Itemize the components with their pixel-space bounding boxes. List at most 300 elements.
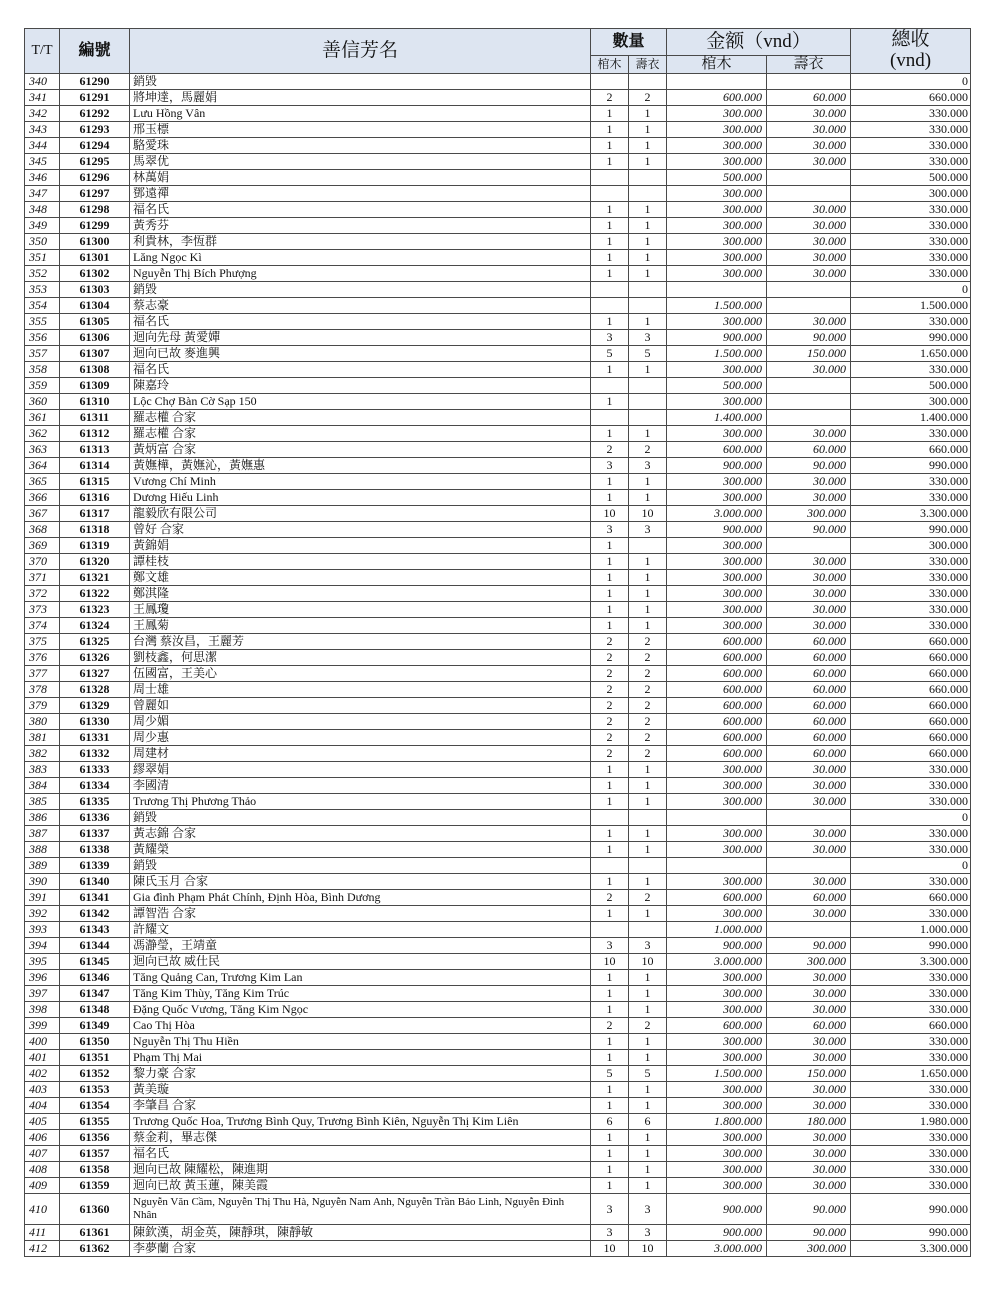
qty-coffin: 1 — [591, 602, 629, 618]
qty-shroud: 5 — [629, 1066, 667, 1082]
donation-code: 61344 — [60, 938, 130, 954]
row-number: 371 — [25, 570, 60, 586]
amount-shroud — [767, 410, 851, 426]
table-row — [25, 170, 971, 186]
row-number: 358 — [25, 362, 60, 378]
amount-coffin: 300.000 — [667, 762, 767, 778]
qty-coffin: 6 — [591, 1114, 629, 1130]
qty-coffin — [591, 858, 629, 874]
amount-coffin: 300.000 — [667, 986, 767, 1002]
donor-name: 李夢蘭 合家 — [130, 1241, 591, 1257]
amount-shroud: 60.000 — [767, 698, 851, 714]
donation-code: 61294 — [60, 138, 130, 154]
qty-shroud: 2 — [629, 746, 667, 762]
donation-table — [24, 28, 971, 1257]
total-amount: 660.000 — [851, 650, 971, 666]
total-amount: 330.000 — [851, 234, 971, 250]
amount-coffin — [667, 282, 767, 298]
table-row — [25, 298, 971, 314]
donation-code: 61328 — [60, 682, 130, 698]
qty-shroud: 2 — [629, 650, 667, 666]
donor-name: 迴向已故 麥進興 — [130, 346, 591, 362]
row-number: 375 — [25, 634, 60, 650]
amount-coffin: 1.000.000 — [667, 922, 767, 938]
total-amount: 330.000 — [851, 874, 971, 890]
row-number: 399 — [25, 1018, 60, 1034]
row-number: 348 — [25, 202, 60, 218]
total-amount: 330.000 — [851, 602, 971, 618]
qty-coffin: 1 — [591, 906, 629, 922]
donor-name: 馬翠优 — [130, 154, 591, 170]
qty-shroud — [629, 394, 667, 410]
table-row — [25, 1002, 971, 1018]
amount-shroud: 30.000 — [767, 554, 851, 570]
row-number: 395 — [25, 954, 60, 970]
table-row — [25, 394, 971, 410]
total-amount: 330.000 — [851, 986, 971, 1002]
qty-coffin: 10 — [591, 954, 629, 970]
amount-coffin: 300.000 — [667, 1050, 767, 1066]
total-amount: 3.300.000 — [851, 954, 971, 970]
qty-coffin: 1 — [591, 1082, 629, 1098]
amount-coffin: 1.500.000 — [667, 346, 767, 362]
amount-coffin: 600.000 — [667, 730, 767, 746]
table-row — [25, 826, 971, 842]
table-row — [25, 698, 971, 714]
donation-code: 61336 — [60, 810, 130, 826]
qty-shroud: 1 — [629, 490, 667, 506]
qty-coffin — [591, 74, 629, 90]
amount-shroud: 150.000 — [767, 1066, 851, 1082]
qty-coffin: 2 — [591, 666, 629, 682]
amount-coffin: 300.000 — [667, 1146, 767, 1162]
total-amount: 330.000 — [851, 1146, 971, 1162]
donation-code: 61354 — [60, 1098, 130, 1114]
total-amount: 330.000 — [851, 1082, 971, 1098]
amount-coffin: 300.000 — [667, 1034, 767, 1050]
table-row — [25, 554, 971, 570]
donor-name: 陳氏玉月 合家 — [130, 874, 591, 890]
donor-name: 曾麗如 — [130, 698, 591, 714]
donor-name: 福名氏 — [130, 362, 591, 378]
qty-coffin: 1 — [591, 490, 629, 506]
amount-shroud: 90.000 — [767, 1194, 851, 1225]
table-row — [25, 362, 971, 378]
amount-shroud: 60.000 — [767, 1018, 851, 1034]
donation-code: 61342 — [60, 906, 130, 922]
amount-shroud: 30.000 — [767, 122, 851, 138]
row-number: 396 — [25, 970, 60, 986]
amount-coffin: 300.000 — [667, 1002, 767, 1018]
row-number: 346 — [25, 170, 60, 186]
row-number: 349 — [25, 218, 60, 234]
row-number: 362 — [25, 426, 60, 442]
donor-name: Trương Thị Phương Thảo — [130, 794, 591, 810]
donation-code: 61327 — [60, 666, 130, 682]
amount-coffin: 300.000 — [667, 218, 767, 234]
total-amount: 660.000 — [851, 442, 971, 458]
table-row — [25, 74, 971, 90]
qty-shroud — [629, 170, 667, 186]
total-amount: 660.000 — [851, 714, 971, 730]
donor-name: Tăng Quảng Can, Trương Kim Lan — [130, 970, 591, 986]
amount-coffin: 300.000 — [667, 138, 767, 154]
donor-name: 李國清 — [130, 778, 591, 794]
qty-coffin — [591, 410, 629, 426]
donation-code: 61307 — [60, 346, 130, 362]
donation-code: 61315 — [60, 474, 130, 490]
table-row — [25, 506, 971, 522]
amount-coffin: 300.000 — [667, 570, 767, 586]
amount-coffin: 300.000 — [667, 1162, 767, 1178]
subheader-qty-coffin: 棺木 — [591, 56, 629, 74]
amount-coffin: 300.000 — [667, 234, 767, 250]
donation-code: 61322 — [60, 586, 130, 602]
col-header-qty: 數量 — [591, 29, 667, 56]
qty-shroud: 3 — [629, 458, 667, 474]
table-row — [25, 810, 971, 826]
row-number: 344 — [25, 138, 60, 154]
qty-shroud: 2 — [629, 730, 667, 746]
table-row — [25, 890, 971, 906]
total-amount: 660.000 — [851, 666, 971, 682]
table-row — [25, 666, 971, 682]
donor-name: Tăng Kim Thùy, Tăng Kim Trúc — [130, 986, 591, 1002]
donor-name: 王鳳菊 — [130, 618, 591, 634]
table-row — [25, 266, 971, 282]
row-number: 359 — [25, 378, 60, 394]
table-row — [25, 314, 971, 330]
amount-shroud: 30.000 — [767, 106, 851, 122]
table-row — [25, 746, 971, 762]
total-amount: 330.000 — [851, 1130, 971, 1146]
qty-coffin: 1 — [591, 218, 629, 234]
qty-shroud: 10 — [629, 506, 667, 522]
amount-coffin: 300.000 — [667, 1098, 767, 1114]
donation-code: 61358 — [60, 1162, 130, 1178]
amount-shroud: 30.000 — [767, 1130, 851, 1146]
qty-coffin: 2 — [591, 698, 629, 714]
table-row — [25, 938, 971, 954]
total-amount: 300.000 — [851, 186, 971, 202]
donation-code: 61306 — [60, 330, 130, 346]
table-row — [25, 154, 971, 170]
amount-shroud: 30.000 — [767, 1034, 851, 1050]
qty-shroud: 1 — [629, 874, 667, 890]
amount-shroud: 30.000 — [767, 618, 851, 634]
qty-shroud — [629, 378, 667, 394]
qty-coffin: 1 — [591, 314, 629, 330]
total-amount: 330.000 — [851, 1002, 971, 1018]
qty-coffin: 1 — [591, 778, 629, 794]
donor-name: 羅志權 合家 — [130, 410, 591, 426]
total-amount: 660.000 — [851, 698, 971, 714]
row-number: 345 — [25, 154, 60, 170]
row-number: 365 — [25, 474, 60, 490]
row-number: 385 — [25, 794, 60, 810]
total-amount: 330.000 — [851, 474, 971, 490]
col-header-name: 善信芳名 — [130, 29, 591, 74]
total-amount: 330.000 — [851, 1178, 971, 1194]
table-row — [25, 138, 971, 154]
qty-coffin: 1 — [591, 426, 629, 442]
qty-shroud: 1 — [629, 970, 667, 986]
donor-name: 黃志錦 合家 — [130, 826, 591, 842]
qty-coffin — [591, 298, 629, 314]
amount-coffin: 600.000 — [667, 1018, 767, 1034]
amount-coffin: 300.000 — [667, 778, 767, 794]
donor-name: 福名氏 — [130, 202, 591, 218]
qty-coffin — [591, 186, 629, 202]
donor-name: Phạm Thị Mai — [130, 1050, 591, 1066]
total-amount: 300.000 — [851, 394, 971, 410]
qty-coffin: 2 — [591, 890, 629, 906]
qty-coffin: 1 — [591, 1178, 629, 1194]
donation-code: 61351 — [60, 1050, 130, 1066]
donor-name: 黃錦娟 — [130, 538, 591, 554]
qty-coffin: 1 — [591, 842, 629, 858]
qty-shroud: 1 — [629, 250, 667, 266]
amount-shroud: 30.000 — [767, 1162, 851, 1178]
table-row — [25, 602, 971, 618]
qty-coffin: 1 — [591, 986, 629, 1002]
amount-shroud — [767, 394, 851, 410]
amount-coffin: 300.000 — [667, 394, 767, 410]
amount-shroud: 90.000 — [767, 938, 851, 954]
donor-name: 將坤達，馬麗娟 — [130, 90, 591, 106]
total-amount: 330.000 — [851, 794, 971, 810]
donor-name: 譚桂枝 — [130, 554, 591, 570]
qty-coffin: 1 — [591, 154, 629, 170]
donation-code: 61348 — [60, 1002, 130, 1018]
donor-name: 迴向先母 黃愛嬋 — [130, 330, 591, 346]
qty-shroud — [629, 858, 667, 874]
amount-shroud: 30.000 — [767, 314, 851, 330]
qty-coffin: 2 — [591, 442, 629, 458]
qty-shroud — [629, 410, 667, 426]
qty-coffin: 5 — [591, 1066, 629, 1082]
amount-shroud: 30.000 — [767, 586, 851, 602]
donation-code: 61345 — [60, 954, 130, 970]
amount-shroud: 30.000 — [767, 250, 851, 266]
total-amount: 990.000 — [851, 522, 971, 538]
qty-coffin — [591, 922, 629, 938]
amount-shroud: 30.000 — [767, 762, 851, 778]
col-header-code: 編號 — [60, 29, 130, 74]
row-number: 407 — [25, 1146, 60, 1162]
table-row — [25, 490, 971, 506]
donor-name: 黃美璇 — [130, 1082, 591, 1098]
table-row — [25, 794, 971, 810]
donor-name: 迴向已故 陳耀松，陳進期 — [130, 1162, 591, 1178]
qty-coffin: 1 — [591, 1050, 629, 1066]
amount-coffin: 600.000 — [667, 90, 767, 106]
amount-coffin: 1.800.000 — [667, 1114, 767, 1130]
total-amount: 660.000 — [851, 90, 971, 106]
table-row — [25, 922, 971, 938]
amount-coffin: 300.000 — [667, 794, 767, 810]
table-row — [25, 474, 971, 490]
qty-coffin: 2 — [591, 730, 629, 746]
amount-coffin: 600.000 — [667, 698, 767, 714]
donation-code: 61361 — [60, 1225, 130, 1241]
row-number: 408 — [25, 1162, 60, 1178]
amount-coffin: 300.000 — [667, 1178, 767, 1194]
table-row — [25, 570, 971, 586]
amount-shroud: 30.000 — [767, 218, 851, 234]
row-number: 343 — [25, 122, 60, 138]
row-number: 412 — [25, 1241, 60, 1257]
amount-coffin: 300.000 — [667, 1130, 767, 1146]
amount-shroud: 30.000 — [767, 1098, 851, 1114]
total-amount: 1.400.000 — [851, 410, 971, 426]
total-amount: 660.000 — [851, 1018, 971, 1034]
donation-code: 61359 — [60, 1178, 130, 1194]
qty-shroud: 2 — [629, 890, 667, 906]
table-row — [25, 202, 971, 218]
donor-name: 黃炳富 合家 — [130, 442, 591, 458]
qty-coffin: 1 — [591, 106, 629, 122]
qty-shroud: 1 — [629, 362, 667, 378]
amount-shroud: 30.000 — [767, 154, 851, 170]
donor-name: 周士雄 — [130, 682, 591, 698]
amount-coffin — [667, 858, 767, 874]
donor-name: 銷毀 — [130, 74, 591, 90]
qty-coffin: 1 — [591, 794, 629, 810]
amount-coffin: 3.000.000 — [667, 506, 767, 522]
qty-shroud: 1 — [629, 1162, 667, 1178]
amount-coffin: 300.000 — [667, 602, 767, 618]
qty-coffin: 1 — [591, 554, 629, 570]
amount-shroud: 30.000 — [767, 234, 851, 250]
amount-shroud: 90.000 — [767, 458, 851, 474]
subheader-amount-shroud: 壽衣 — [767, 56, 851, 74]
donation-code: 61323 — [60, 602, 130, 618]
row-number: 367 — [25, 506, 60, 522]
donation-code: 61330 — [60, 714, 130, 730]
amount-coffin: 600.000 — [667, 890, 767, 906]
table-row — [25, 954, 971, 970]
table-row — [25, 906, 971, 922]
donor-name: Nguyễn Văn Cầm, Nguyễn Thị Thu Hà, Nguyễn Nam Anh, Nguyễn Trần Bảo Linh, Nguyễn Đình Nhân — [130, 1194, 591, 1225]
amount-shroud: 60.000 — [767, 666, 851, 682]
donation-code: 61309 — [60, 378, 130, 394]
amount-coffin: 1.500.000 — [667, 1066, 767, 1082]
amount-coffin: 600.000 — [667, 634, 767, 650]
donation-code: 61300 — [60, 234, 130, 250]
row-number: 389 — [25, 858, 60, 874]
amount-shroud: 60.000 — [767, 650, 851, 666]
qty-shroud: 1 — [629, 778, 667, 794]
table-row — [25, 442, 971, 458]
donor-name: 周建材 — [130, 746, 591, 762]
donation-code: 61337 — [60, 826, 130, 842]
total-amount: 660.000 — [851, 730, 971, 746]
row-number: 411 — [25, 1225, 60, 1241]
amount-coffin: 600.000 — [667, 682, 767, 698]
donor-name: 許耀文 — [130, 922, 591, 938]
table-row — [25, 634, 971, 650]
qty-shroud: 10 — [629, 1241, 667, 1257]
table-row — [25, 282, 971, 298]
total-amount: 330.000 — [851, 778, 971, 794]
total-amount: 990.000 — [851, 330, 971, 346]
amount-coffin: 300.000 — [667, 314, 767, 330]
table-row — [25, 682, 971, 698]
donation-code: 61312 — [60, 426, 130, 442]
amount-shroud: 60.000 — [767, 442, 851, 458]
donor-name: Lộc Chợ Bàn Cờ Sạp 150 — [130, 394, 591, 410]
donor-name: 福名氏 — [130, 314, 591, 330]
amount-shroud: 60.000 — [767, 730, 851, 746]
table-row — [25, 90, 971, 106]
row-number: 340 — [25, 74, 60, 90]
donation-code: 61331 — [60, 730, 130, 746]
row-number: 383 — [25, 762, 60, 778]
amount-coffin: 300.000 — [667, 474, 767, 490]
qty-coffin: 1 — [591, 122, 629, 138]
qty-shroud: 10 — [629, 954, 667, 970]
amount-shroud — [767, 922, 851, 938]
table-row — [25, 378, 971, 394]
donation-code: 61303 — [60, 282, 130, 298]
amount-shroud — [767, 74, 851, 90]
qty-shroud: 1 — [629, 266, 667, 282]
qty-coffin: 2 — [591, 1018, 629, 1034]
qty-shroud: 1 — [629, 618, 667, 634]
qty-coffin: 2 — [591, 682, 629, 698]
donation-code: 61313 — [60, 442, 130, 458]
qty-coffin — [591, 810, 629, 826]
donation-code: 61326 — [60, 650, 130, 666]
donation-code: 61347 — [60, 986, 130, 1002]
qty-coffin: 1 — [591, 266, 629, 282]
amount-shroud: 90.000 — [767, 1225, 851, 1241]
row-number: 361 — [25, 410, 60, 426]
row-number: 351 — [25, 250, 60, 266]
total-amount: 330.000 — [851, 106, 971, 122]
table-row — [25, 618, 971, 634]
donor-name: 王鳳瓊 — [130, 602, 591, 618]
qty-coffin — [591, 378, 629, 394]
amount-coffin: 300.000 — [667, 586, 767, 602]
donation-code: 61329 — [60, 698, 130, 714]
donation-code: 61362 — [60, 1241, 130, 1257]
total-amount: 500.000 — [851, 378, 971, 394]
donation-code: 61332 — [60, 746, 130, 762]
row-number: 380 — [25, 714, 60, 730]
total-amount: 3.300.000 — [851, 506, 971, 522]
donor-name: 鄭淇隆 — [130, 586, 591, 602]
donation-code: 61293 — [60, 122, 130, 138]
total-amount: 330.000 — [851, 1098, 971, 1114]
table-row — [25, 1146, 971, 1162]
qty-shroud — [629, 282, 667, 298]
donation-code: 61343 — [60, 922, 130, 938]
amount-shroud: 60.000 — [767, 682, 851, 698]
table-row — [25, 346, 971, 362]
donor-name: 黃耀榮 — [130, 842, 591, 858]
qty-coffin: 1 — [591, 1146, 629, 1162]
total-amount: 330.000 — [851, 202, 971, 218]
donor-name: 龍毅欣有限公司 — [130, 506, 591, 522]
amount-coffin: 300.000 — [667, 970, 767, 986]
donation-code: 61291 — [60, 90, 130, 106]
qty-coffin: 1 — [591, 1130, 629, 1146]
total-amount: 330.000 — [851, 970, 971, 986]
subheader-qty-shroud: 壽衣 — [629, 56, 667, 74]
qty-shroud: 3 — [629, 1225, 667, 1241]
